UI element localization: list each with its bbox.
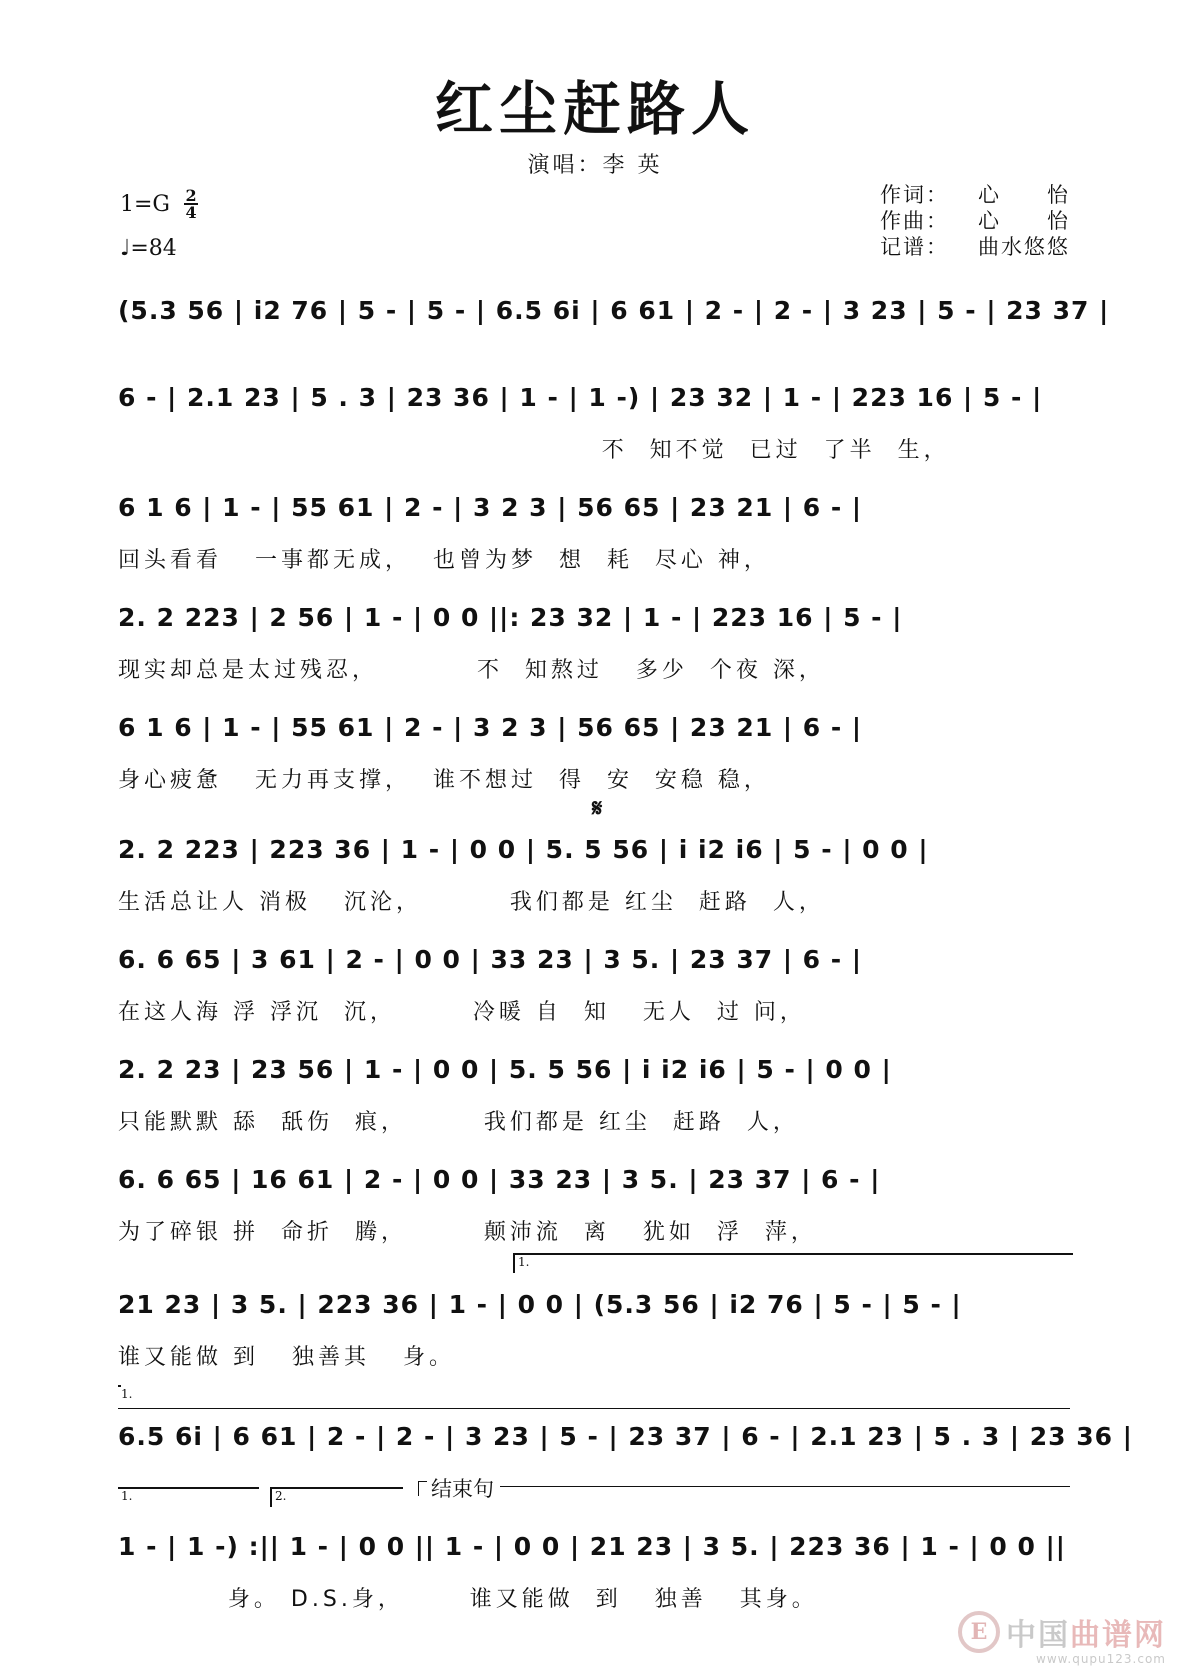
score-line-1: [118, 296, 1110, 376]
watermark-logo: [958, 1610, 1166, 1654]
notation-line: 2. 2 223 | 223 36 | 1 - | 0 0 | 5. 5 56 | i i2 i6 | 5 - | 0 0 |: [118, 835, 929, 864]
lyrics-line: 只能默默 舔 舐伤 痕， 我们都是 红尘 赶路 人，: [118, 1110, 799, 1135]
credit-value: 心 怡: [978, 183, 1070, 207]
credit-lyricist: [880, 182, 1070, 208]
lyrics-line: 为了碎银 拼 命折 腾， 颠沛流 离 犹如 浮 萍，: [118, 1220, 817, 1245]
key-signature: [120, 188, 198, 220]
site-watermark: [958, 1610, 1166, 1666]
score-line-4: [118, 603, 1070, 683]
lyrics-line: [118, 1472, 1070, 1502]
score-line-6: [118, 835, 1070, 915]
score-line-3: [118, 493, 1070, 573]
system-divider: [118, 1408, 1070, 1409]
credits-block: [880, 182, 1070, 260]
score-line-5: [118, 713, 1070, 793]
watermark-url: www.qupu123.com: [1036, 1652, 1166, 1666]
credit-transcriber: [880, 234, 1070, 260]
watermark-text: [1006, 1610, 1166, 1654]
score-line-7: [118, 945, 1070, 1025]
segno-sign: 𝄋: [592, 794, 603, 822]
score-line-9: [118, 1165, 1070, 1245]
notation-line: (5.3 56 | i2 76 | 5 - | 5 - | 6.5 6i | 6 61 | 2 - | 2 - | 3 23 | 5 - | 23 37 |: [118, 296, 1110, 325]
credit-label: 作词：: [880, 183, 949, 207]
score-line-10: [118, 1290, 1070, 1370]
lyrics-line: 现实却总是太过残忍， 不 知熬过 多少 个夜 深，: [118, 658, 825, 683]
lyrics-line: 在这人海 浮 浮沉 沉， 冷暖 自 知 无人 过 问，: [118, 1000, 806, 1025]
coda-bracket-line: [500, 1486, 1070, 1487]
lyrics-line: 身。 D.S.身， 谁又能做 到 独善 其身。: [118, 1587, 818, 1612]
lyrics-line: 回头看看 一事都无成， 也曾为梦 想 耗 尽心 神，: [118, 548, 770, 573]
notation-line: 2. 2 223 | 2 56 | 1 - | 0 0 ||: 23 32 | 1 - | 223 16 | 5 - |: [118, 603, 903, 632]
credit-composer: [880, 208, 1070, 234]
score-line-8: [118, 1055, 1070, 1135]
notation-line: 6 - | 2.1 23 | 5 . 3 | 23 36 | 1 - | 1 -) | 23 32 | 1 - | 223 16 | 5 - |: [118, 383, 1043, 412]
score-line-12: [118, 1532, 1070, 1612]
notation-line: 1 - | 1 -) :|| 1 - | 0 0 || 1 - | 0 0 | 21 23 | 3 5. | 223 36 | 1 - | 0 0 ||: [118, 1532, 1066, 1561]
credit-label: 记谱：: [880, 235, 949, 259]
key-text: 1=G: [120, 191, 171, 217]
score-line-2: [118, 383, 1070, 463]
watermark-text-b: 曲谱网: [1070, 1618, 1166, 1653]
credit-value: 心 怡: [978, 209, 1070, 233]
lyrics-line: 身心疲惫 无力再支撑， 谁不想过 得 安 安稳 稳，: [118, 768, 770, 793]
song-title: 红尘赶路人: [434, 75, 755, 143]
notation-line: 6.5 6i | 6 61 | 2 - | 2 - | 3 23 | 5 - | 23 37 | 6 - | 2.1 23 | 5 . 3 | 23 36 |: [118, 1422, 1133, 1451]
coda-label-text: 结束句: [431, 1477, 494, 1501]
coda-label: [418, 1473, 494, 1503]
volta-first-ending-continued: 1.: [118, 1385, 121, 1405]
tempo-marking: ♩=84: [120, 236, 177, 261]
score-line-11: [118, 1422, 1133, 1502]
notation-line: 6. 6 65 | 3 61 | 2 - | 0 0 | 33 23 | 3 5. | 23 37 | 6 - |: [118, 945, 862, 974]
credit-label: 作曲：: [880, 209, 949, 233]
volta-first-ending: 1.: [513, 1253, 1073, 1273]
notation-line: 6. 6 65 | 16 61 | 2 - | 0 0 | 33 23 | 3 5. | 23 37 | 6 - |: [118, 1165, 881, 1194]
lyrics-line: 谁又能做 到 独善其 身。: [118, 1345, 455, 1370]
watermark-text-a: 中国: [1006, 1618, 1070, 1653]
lyrics-line: 生活总让人 消极 沉沦， 我们都是 红尘 赶路 人，: [118, 890, 825, 915]
notation-line: 6 1 6 | 1 - | 55 61 | 2 - | 3 2 3 | 56 65 | 23 21 | 6 - |: [118, 713, 863, 742]
time-bottom: 4: [185, 203, 197, 222]
lyrics-line: 不 知不觉 已过 了半 生，: [118, 438, 950, 463]
notation-line: 2. 2 23 | 23 56 | 1 - | 0 0 | 5. 5 56 | i i2 i6 | 5 - | 0 0 |: [118, 1055, 892, 1084]
singer-credit: 演唱：李 英: [527, 153, 663, 178]
volta-second-ending: 2.: [270, 1487, 403, 1507]
volta-first-ending-end: 1.: [118, 1487, 259, 1507]
lyrics-line: [118, 346, 1070, 376]
qupu-logo-icon: E: [958, 1611, 1000, 1653]
notation-line: 21 23 | 3 5. | 223 36 | 1 - | 0 0 | (5.3 56 | i2 76 | 5 - | 5 - |: [118, 1290, 962, 1319]
time-top: 2: [185, 186, 197, 205]
credit-value: 曲水悠悠: [978, 235, 1070, 259]
notation-line: 6 1 6 | 1 - | 55 61 | 2 - | 3 2 3 | 56 65 | 23 21 | 6 - |: [118, 493, 863, 522]
time-signature: [184, 188, 198, 220]
